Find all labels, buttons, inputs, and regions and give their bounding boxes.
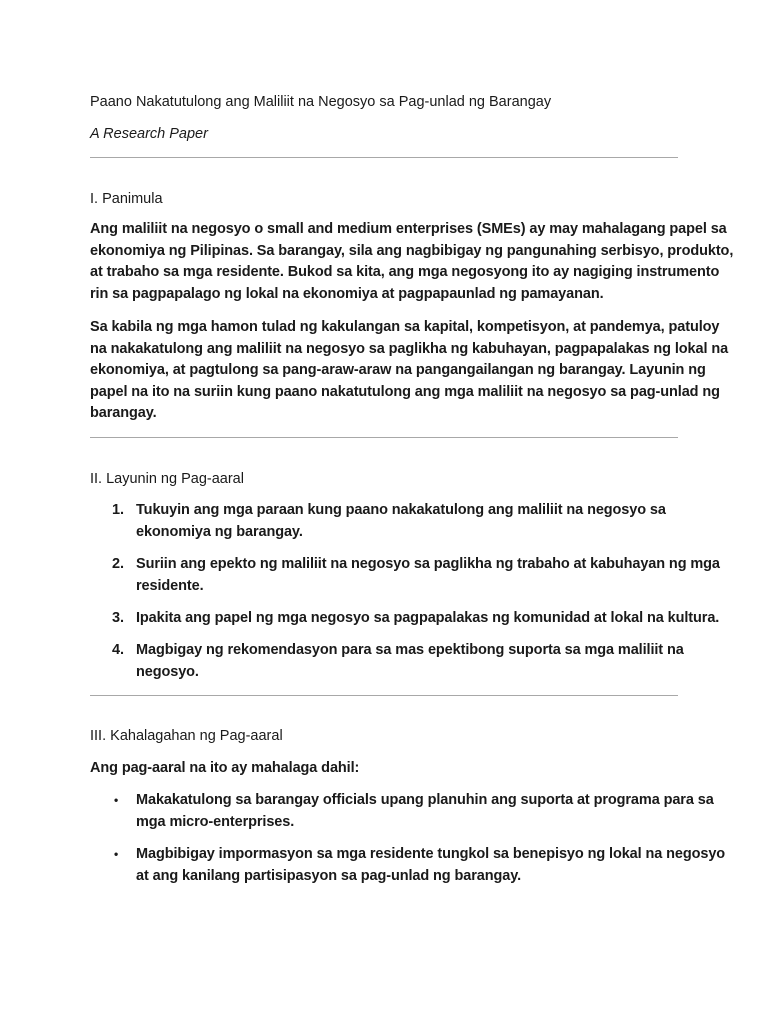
paragraph-line: papel na ito na suriin kung paano nakatutulong ang mga maliliit na negosyo sa pag-unlad ng [90, 383, 720, 400]
list-item-line: Magbigay ng rekomendasyon para sa mas epektibong suporta sa mga maliliit na [136, 642, 684, 658]
paragraph-line: Ang pag-aaral na ito ay mahalaga dahil: [90, 760, 360, 776]
paragraph-line: na nakakatulong ang maliliit na negosyo sa paglikha ng kabuhayan, pagpapalakas ng lokal na [90, 340, 729, 357]
list-item-line: negosyo. [136, 663, 199, 680]
section-heading-layunin: II. Layunin ng Pag-aaral [90, 471, 244, 487]
list-number: 1. [112, 502, 124, 518]
list-item-text [136, 640, 684, 683]
list-item-line: mga micro-enterprises. [136, 813, 295, 830]
list-item-text [136, 608, 720, 630]
list-item-line: Ipakita ang papel ng mga negosyo sa pagpapalakas ng komunidad at lokal na kultura. [136, 610, 720, 626]
list-item-line: Makakatulong sa barangay officials upang planuhin ang suporta at programa para sa [136, 792, 714, 808]
paragraph [90, 219, 734, 305]
paragraph-line: rin sa pagpapalago ng lokal na ekonomiya at pagpapaunlad ng pamayanan. [90, 285, 604, 302]
list-item-line: Tukuyin ang mga paraan kung paano nakakatulong ang maliliit na negosyo sa [136, 502, 666, 518]
section-heading-panimula: I. Panimula [90, 191, 163, 207]
paragraph-line: barangay. [90, 405, 157, 421]
list-item-line: residente. [136, 577, 204, 594]
paragraph [90, 758, 678, 780]
paragraph-line: ekonomiya, at pagtulong sa pang-araw-araw na pangangailangan ng barangay. Layunin ng [90, 362, 706, 378]
section-heading-kahalagahan: III. Kahalagahan ng Pag-aaral [90, 728, 283, 744]
list-number: 2. [112, 556, 124, 572]
list-number: 3. [112, 610, 124, 626]
divider [90, 437, 678, 438]
divider [90, 695, 678, 696]
list-item-text [136, 790, 714, 833]
paragraph-line: ekonomiya ng Pilipinas. Sa barangay, sila ang nagbibigay ng pangunahing serbisyo, produkto, [90, 242, 734, 259]
list-item-text [136, 554, 720, 597]
paragraph-line: Sa kabila ng mga hamon tulad ng kakulangan sa kapital, kompetisyon, at pandemya, patuloy [90, 319, 720, 335]
list-item-line: Magbibigay impormasyon sa mga residente tungkol sa benepisyo ng lokal na negosyo [136, 846, 726, 862]
list-item-line: ekonomiya ng barangay. [136, 523, 303, 540]
paragraph [90, 317, 729, 425]
list-item-line: at ang kanilang partisipasyon sa pag-unlad ng barangay. [136, 867, 522, 884]
paragraph-line: Ang maliliit na negosyo o small and medium enterprises (SMEs) ay may mahalagang papel sa [90, 221, 727, 237]
bullet-icon: • [114, 847, 119, 861]
bullet-icon: • [114, 793, 119, 807]
document-subtitle: A Research Paper [90, 126, 208, 142]
list-number: 4. [112, 642, 124, 658]
document-title: Paano Nakatutulong ang Maliliit na Negosyo sa Pag-unlad ng Barangay [90, 94, 552, 110]
divider [90, 157, 678, 158]
paragraph-line: at trabaho sa mga residente. Bukod sa kita, ang mga negosyong ito ay nagiging instrumento [90, 264, 720, 280]
list-item-text [136, 500, 676, 543]
list-item-text [136, 844, 726, 887]
list-item-line: Suriin ang epekto ng maliliit na negosyo sa paglikha ng trabaho at kabuhayan ng mga [136, 556, 720, 572]
